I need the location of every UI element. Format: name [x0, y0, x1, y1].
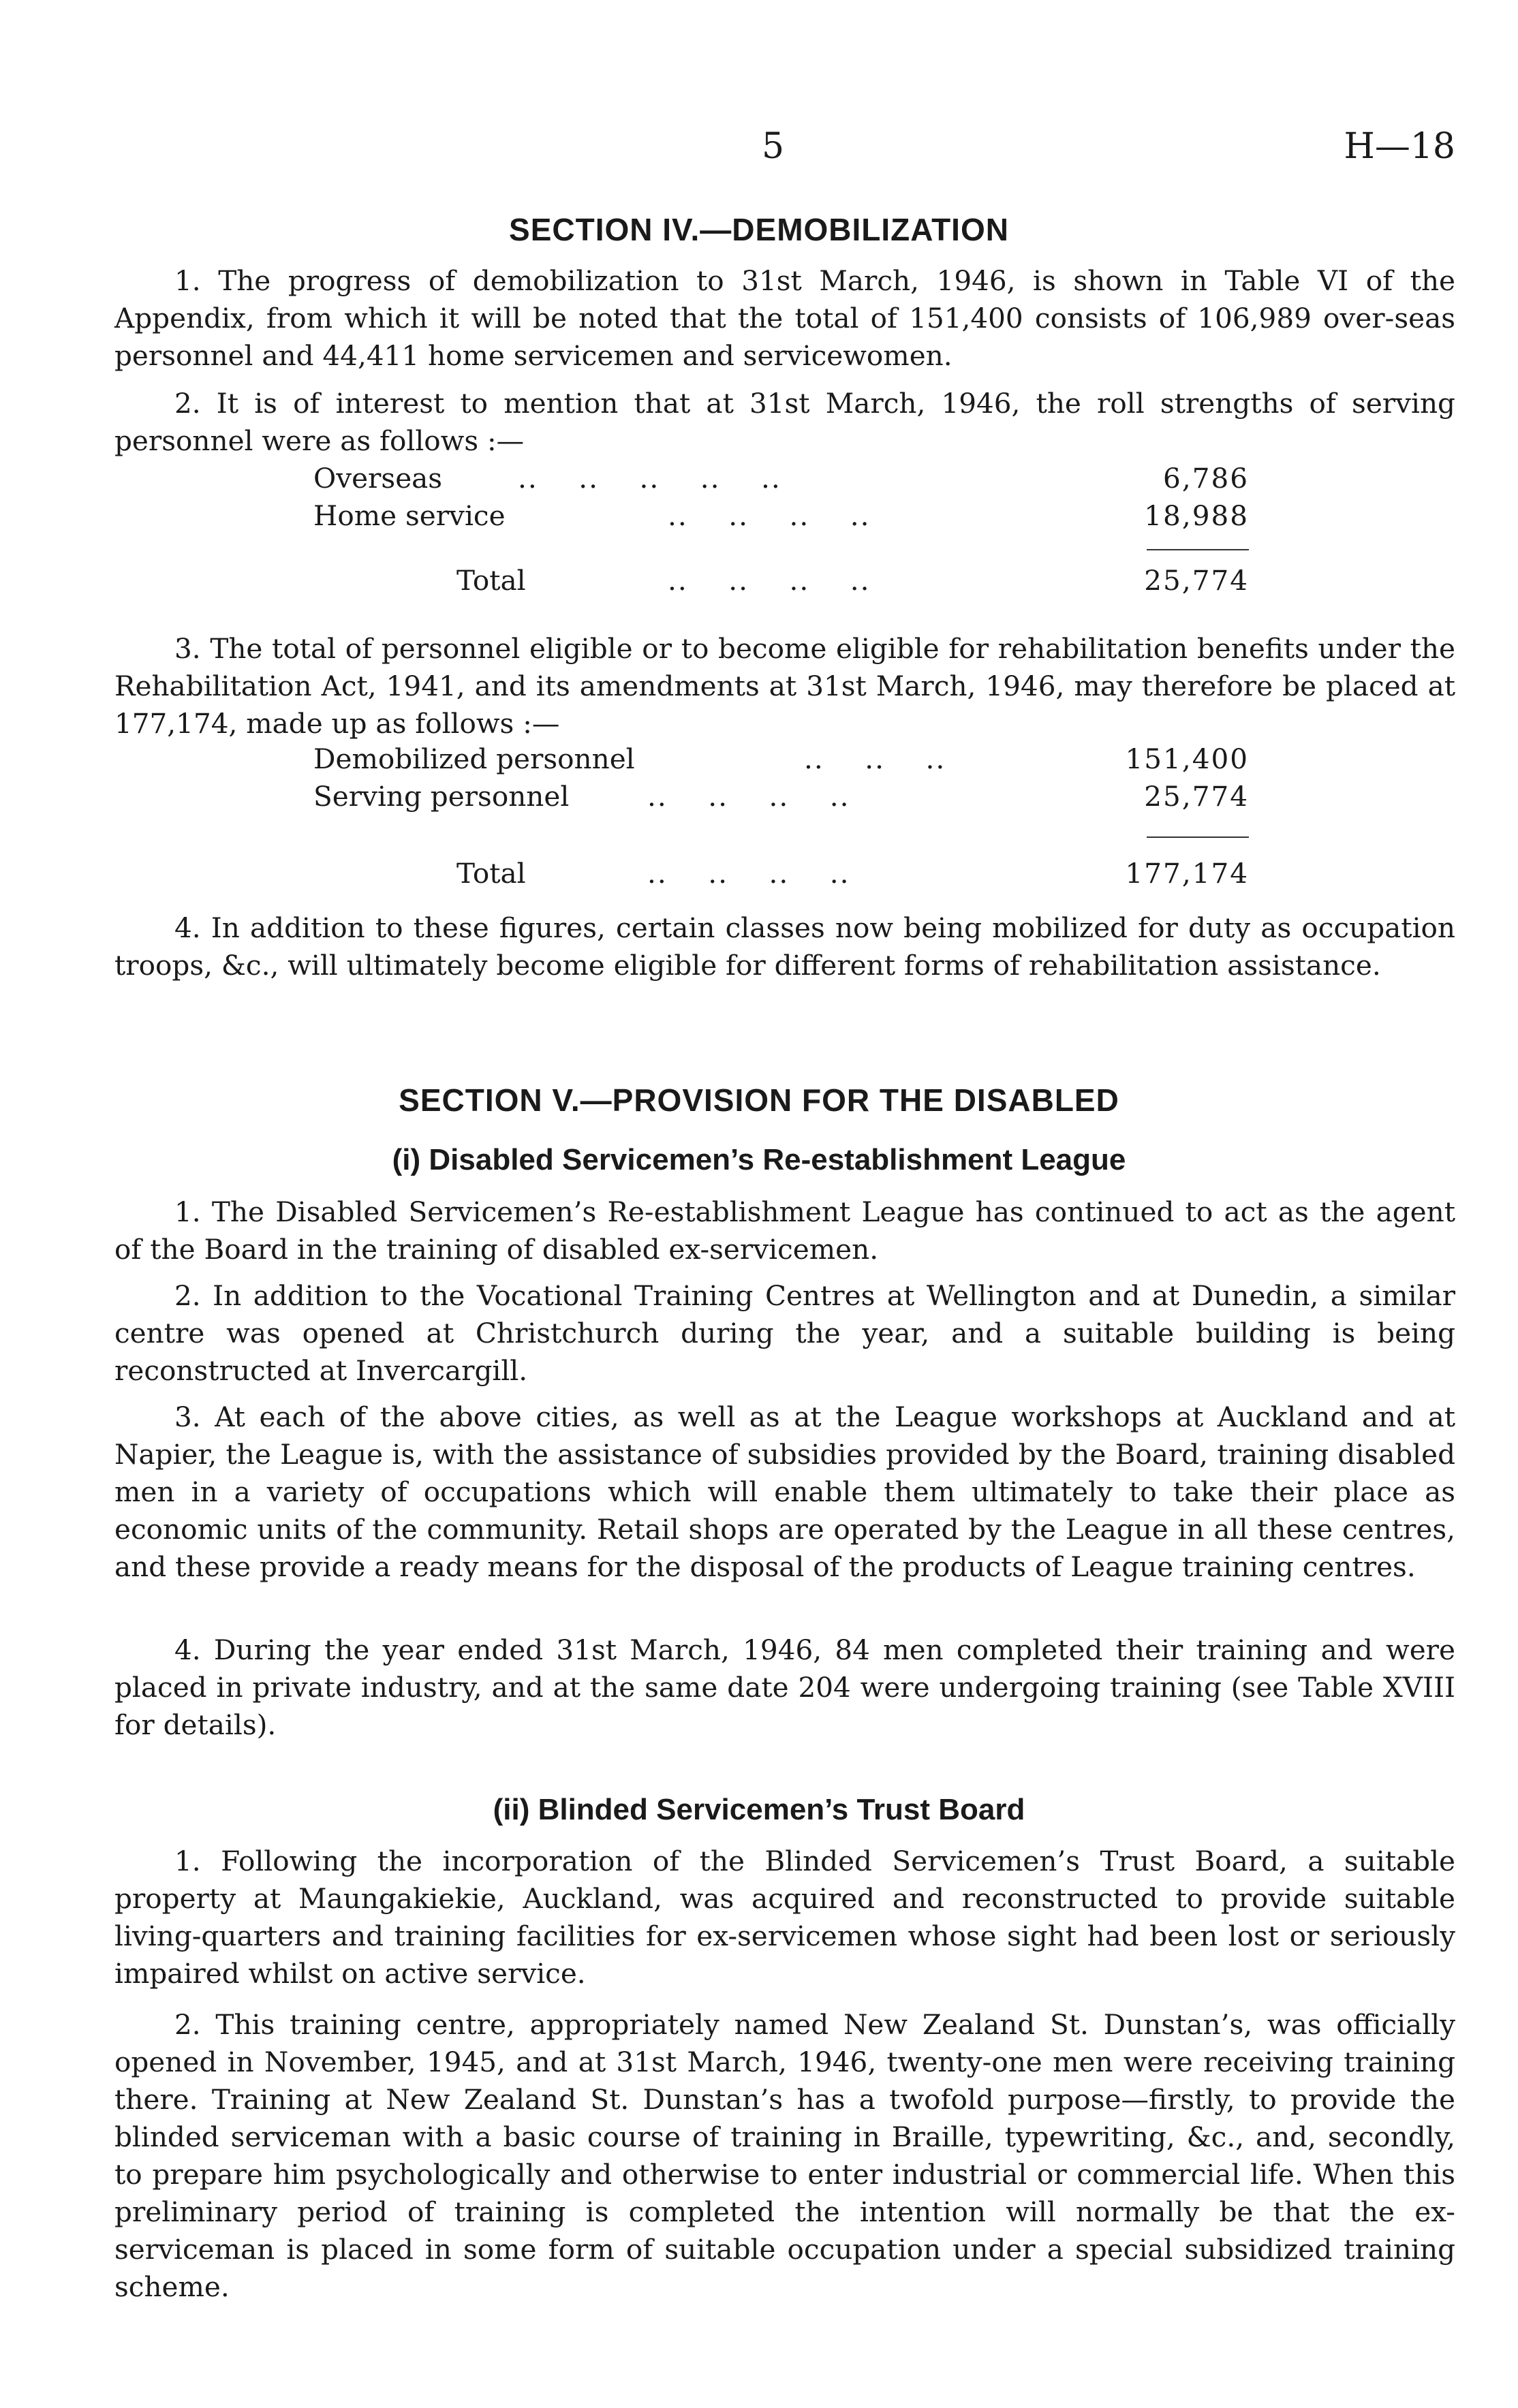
- row-label: Demobilized personnel: [313, 742, 635, 775]
- table-total-row: [0, 857, 1518, 894]
- leader-dots: .. .. .. .. ..: [518, 462, 781, 495]
- row-value: 151,400: [1125, 742, 1249, 775]
- row-value: 18,988: [1144, 499, 1249, 532]
- document-reference: H—18: [1344, 126, 1455, 167]
- section-iv-paragraph-4: 4. In addition to these figures, certain classes now being mobilized for duty as occupation troops, &c., will ultimately become eligible for different forms of rehabilitation assistance.: [114, 911, 1455, 982]
- league-paragraph-1: 1. The Disabled Servicemen’s Re-establishment League has continued to act as the agent of the Board in the training of disabled ex-servicemen.: [114, 1195, 1455, 1266]
- row-label: Serving personnel: [313, 780, 570, 813]
- section-iv-paragraph-2: 2. It is of interest to mention that at 31st March, 1946, the roll strengths of serving personnel were as follows :—: [114, 387, 1455, 457]
- row-label: Overseas: [313, 462, 443, 495]
- total-rule: [1147, 836, 1249, 838]
- total-label: Total: [456, 564, 526, 597]
- row-value: 6,786: [1163, 462, 1249, 495]
- section-iv-paragraph-3: 3. The total of personnel eligible or to become eligible for rehabilitation benefits under the Rehabilitation Act, 1941, and its amendments at 31st March, 1946, may therefore be placed at 177,174, made up as follows :—: [114, 632, 1455, 740]
- table-row: [0, 780, 1518, 817]
- total-rule: [1147, 549, 1249, 550]
- table-row: [0, 462, 1518, 499]
- league-paragraph-3: 3. At each of the above cities, as well as at the League workshops at Auckland and at Napier, the League is, with the assistance of subsidies provided by the Board, training disabled men in a variety of occupations which will enable them ultimately to take their place as economic units of the community. Retail shops are operated by the League in all these centres, and these provide a ready means for the disposal of the products of League training centres.: [114, 1401, 1455, 1583]
- trust-board-paragraph-2: 2. This training centre, appropriately named New Zealand St. Dunstan’s, was officially opened in November, 1945, and at 31st March, 1946, twenty-one men were receiving training there. Training at New Zealand St. Dunstan’s has a twofold purpose—firstly, to provide the blinded serviceman with a basic course of training in Braille, typewriting, &c., and, secondly, to prepare him psychologically and otherwise to enter industrial or commercial life. When this preliminary period of training is completed the intention will normally be that the ex-serviceman is placed in some form of suitable occupation under a special subsidized training scheme.: [114, 2008, 1455, 2303]
- section-v-heading: SECTION V.—PROVISION FOR THE DISABLED: [399, 1082, 1119, 1118]
- row-value: 25,774: [1144, 780, 1249, 813]
- total-label: Total: [456, 857, 526, 890]
- table-row: [0, 499, 1518, 537]
- total-value: 177,174: [1125, 857, 1249, 890]
- league-paragraph-4: 4. During the year ended 31st March, 1946, 84 men completed their training and were placed in private industry, and at the same date 204 were undergoing training (see Table XVIII for details).: [114, 1633, 1455, 1741]
- league-paragraph-2: 2. In addition to the Vocational Training Centres at Wellington and at Dunedin, a similar centre was opened at Christchurch during the year, and a suitable building is being reconstructed at Invercargill.: [114, 1279, 1455, 1387]
- league-subheading: (i) Disabled Servicemen’s Re-establishment League: [392, 1143, 1126, 1176]
- section-iv-heading: SECTION IV.—DEMOBILIZATION: [509, 212, 1009, 247]
- leader-dots: .. .. .. ..: [647, 780, 850, 813]
- page-header: [0, 126, 1518, 174]
- table-row: [0, 742, 1518, 780]
- leader-dots: .. .. .. ..: [668, 499, 871, 532]
- total-value: 25,774: [1144, 564, 1249, 597]
- table-total-row: [0, 564, 1518, 601]
- trust-board-subheading: (ii) Blinded Servicemen’s Trust Board: [493, 1793, 1025, 1826]
- row-label: Home service: [313, 499, 506, 532]
- page-number: 5: [762, 126, 785, 167]
- leader-dots: .. .. ..: [804, 742, 946, 775]
- leader-dots: .. .. .. ..: [647, 857, 850, 890]
- trust-board-paragraph-1: 1. Following the incorporation of the Blinded Servicemen’s Trust Board, a suitable property at Maungakiekie, Auckland, was acquired and reconstructed to provide suitable living-quarters and training facilities for ex-servicemen whose sight had been lost or seriously impaired whilst on active service.: [114, 1845, 1455, 1990]
- leader-dots: .. .. .. ..: [668, 564, 871, 597]
- section-iv-paragraph-1: 1. The progress of demobilization to 31st March, 1946, is shown in Table VI of the Appendix, from which it will be noted that the total of 151,400 consists of 106,989 over-seas personnel and 44,411 home servicemen and servicewomen.: [114, 264, 1455, 372]
